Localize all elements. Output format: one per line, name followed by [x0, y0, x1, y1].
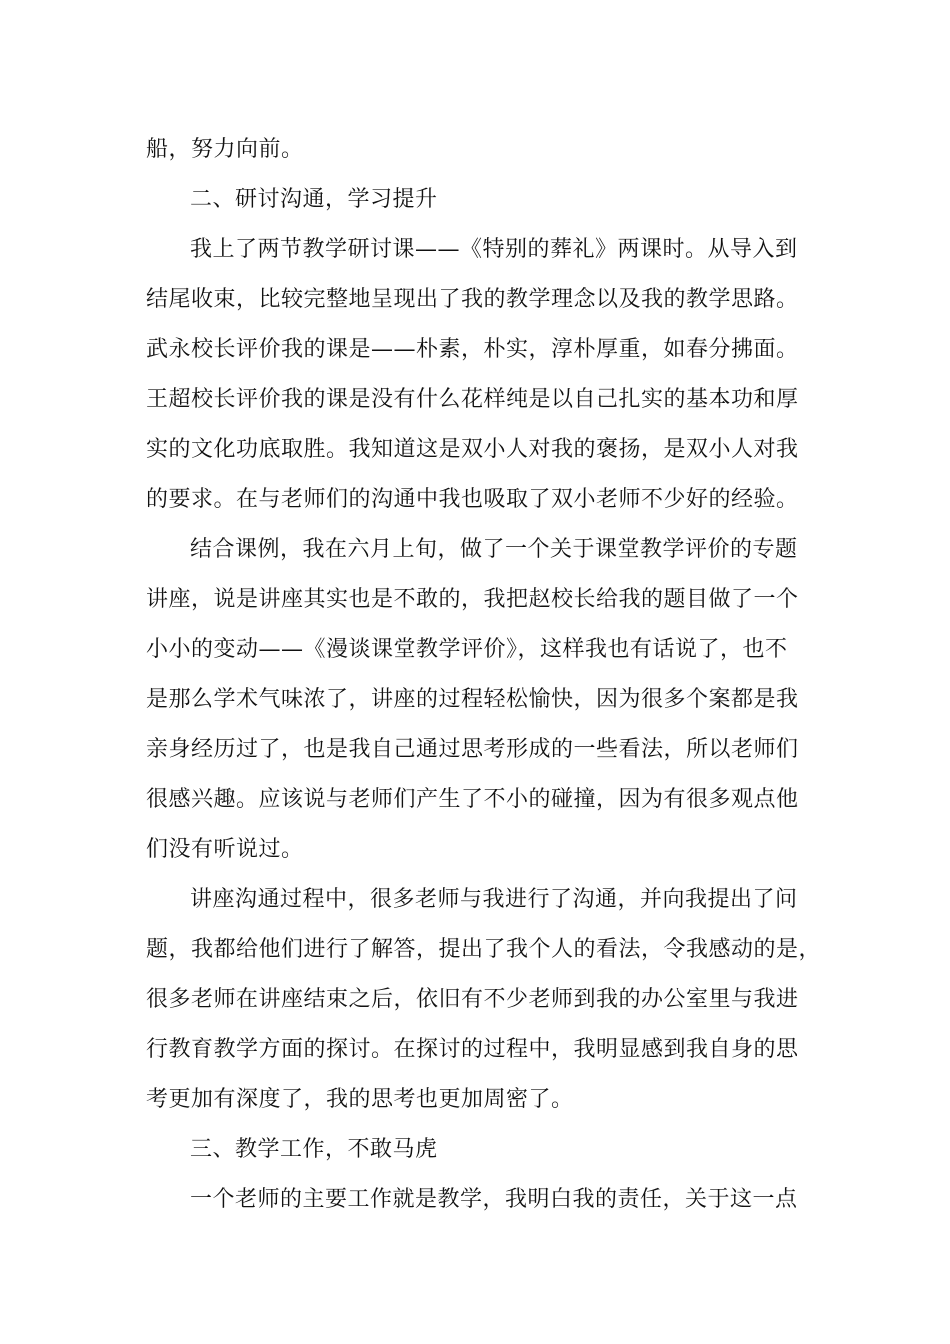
section-heading: 二、研讨沟通，学习提升 [190, 187, 438, 212]
paragraph-line: 讲座，说是讲座其实也是不敢的，我把赵校长给我的题目做了一个 [146, 587, 799, 612]
paragraph-line: 小小的变动——《漫谈课堂教学评价》，这样我也有话说了，也不 [146, 637, 788, 662]
paragraph-line: 的要求。在与老师们的沟通中我也吸取了双小老师不少好的经验。 [146, 487, 799, 512]
paragraph-line: 亲身经历过了，也是我自己通过思考形成的一些看法，所以老师们 [146, 737, 799, 762]
paragraph-line: 题，我都给他们进行了解答，提出了我个人的看法，令我感动的是， [146, 937, 822, 962]
paragraph-line: 行教育教学方面的探讨。在探讨的过程中，我明显感到我自身的思 [146, 1037, 799, 1062]
paragraph-line: 很多老师在讲座结束之后，依旧有不少老师到我的办公室里与我进 [146, 987, 799, 1012]
paragraph-line: 讲座沟通过程中，很多老师与我进行了沟通，并向我提出了问 [190, 887, 798, 912]
paragraph-line: 们没有听说过。 [146, 837, 304, 862]
paragraph-line: 武永校长评价我的课是——朴素，朴实，淳朴厚重，如春分拂面。 [146, 337, 799, 362]
paragraph-line: 结合课例，我在六月上旬，做了一个关于课堂教学评价的专题 [190, 537, 798, 562]
paragraph-line: 考更加有深度了，我的思考也更加周密了。 [146, 1087, 574, 1112]
paragraph-line: 结尾收束，比较完整地呈现出了我的教学理念以及我的教学思路。 [146, 287, 799, 312]
paragraph-line: 船，努力向前。 [146, 137, 304, 162]
paragraph-line: 王超校长评价我的课是没有什么花样纯是以自己扎实的基本功和厚 [146, 387, 799, 412]
paragraph-line: 很感兴趣。应该说与老师们产生了不小的碰撞，因为有很多观点他 [146, 787, 799, 812]
paragraph-line: 实的文化功底取胜。我知道这是双小人对我的褒扬，是双小人对我 [146, 437, 799, 462]
section-heading: 三、教学工作，不敢马虎 [190, 1137, 438, 1162]
paragraph-line: 一个老师的主要工作就是教学，我明白我的责任，关于这一点 [190, 1187, 798, 1212]
paragraph-line: 我上了两节教学研讨课——《特别的葬礼》两课时。从导入到 [190, 237, 798, 262]
paragraph-line: 是那么学术气味浓了，讲座的过程轻松愉快，因为很多个案都是我 [146, 687, 799, 712]
